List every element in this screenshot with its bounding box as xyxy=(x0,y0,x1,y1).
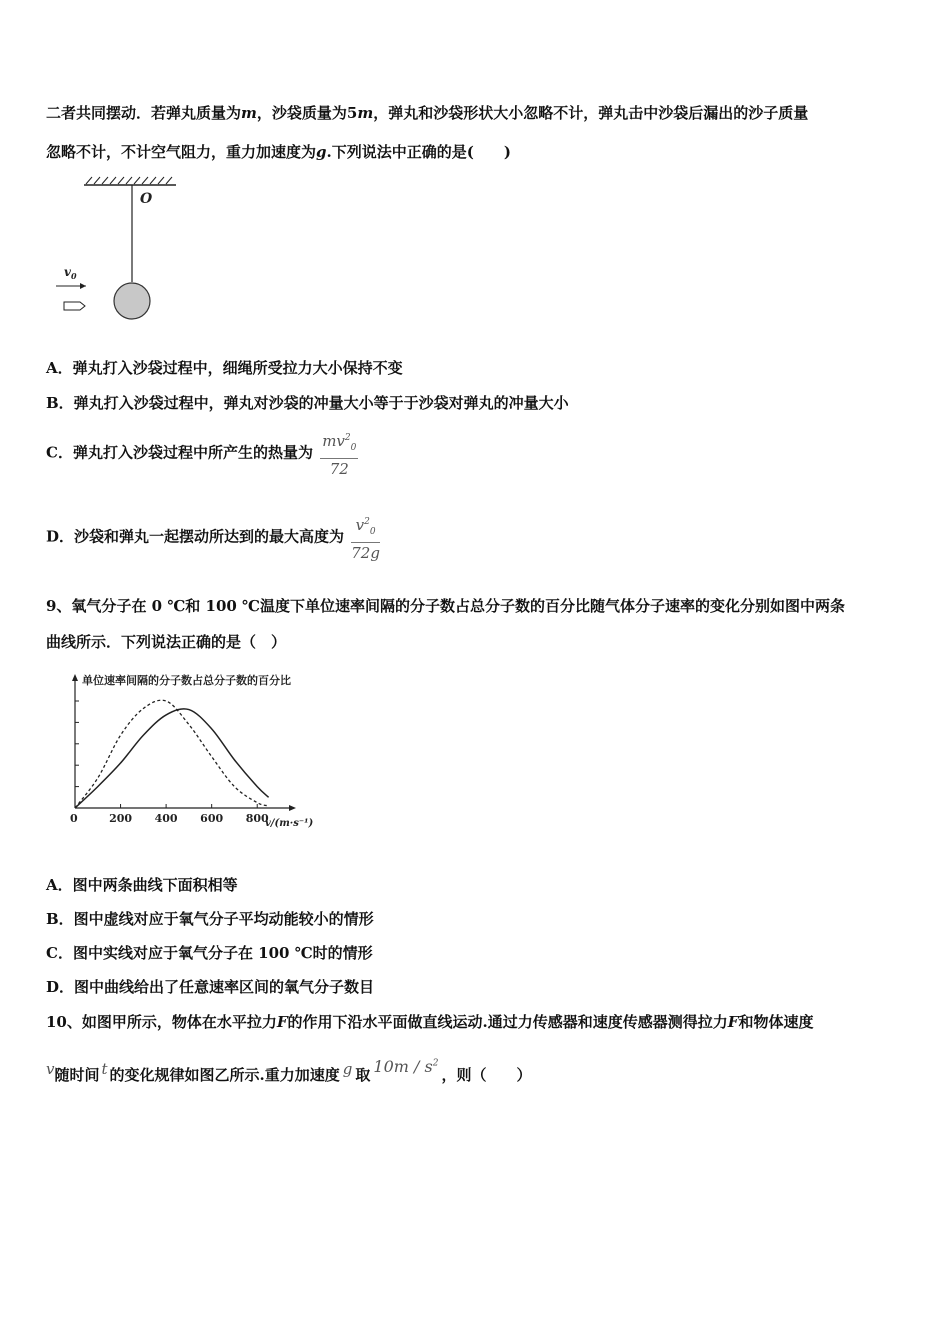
q8-stem-text: ，弹丸和沙袋形状大小忽略不计，弹丸击中沙袋后漏出的沙子质量 xyxy=(373,104,809,122)
q9-option-a: A．图中两条曲线下面积相等 xyxy=(46,876,238,894)
x-axis-arrow xyxy=(289,805,296,811)
velocity-label: $v_0$ xyxy=(64,265,77,281)
var-g: g xyxy=(342,1060,353,1078)
x-tick-label: 600 xyxy=(200,812,224,825)
pendulum-figure xyxy=(52,172,192,332)
x-tick-label: 800 xyxy=(245,812,269,825)
x-tick-label: 200 xyxy=(109,812,133,825)
pivot-label: O xyxy=(140,191,153,207)
q9-stem-line2: 曲线所示．下列说法正确的是（ ） xyxy=(46,633,287,651)
q8-stem-text: 二者共同摆动．若弹丸质量为 xyxy=(46,104,242,122)
var-F: F xyxy=(727,1013,739,1031)
chart-title: 单位速率间隔的分子数占总分子数的百分比 xyxy=(82,674,291,687)
q8-stem-line1 xyxy=(46,102,808,123)
x-tick-label: 400 xyxy=(154,812,178,825)
var-m: m xyxy=(357,104,374,122)
origin-label: 0 xyxy=(70,812,78,825)
q10-text: 的变化规律如图乙所示.重力加速度 xyxy=(109,1066,340,1084)
q8-option-d xyxy=(46,512,380,563)
accel-value: $10m / s^2$ xyxy=(373,1057,439,1076)
x-axis-label: v/(m·s⁻¹) xyxy=(265,818,314,829)
sandbag xyxy=(114,283,150,319)
q8-option-d-text: D．沙袋和弹丸一起摆动所达到的最大高度为 xyxy=(46,527,345,546)
x-ticks xyxy=(109,804,269,825)
ceiling-hatch xyxy=(86,177,172,184)
q10-stem-line2 xyxy=(46,1057,532,1085)
series xyxy=(75,700,269,808)
q10-text: 的作用下沿水平面做直线运动.通过力传感器和速度传感器测得拉力 xyxy=(287,1013,728,1031)
q9-option-b: B．图中虚线对应于氧气分子平均动能较小的情形 xyxy=(46,910,374,928)
q8-option-b: B．弹丸打入沙袋过程中，弹丸对沙袋的冲量大小等于于沙袋对弹丸的冲量大小 xyxy=(46,394,569,412)
q9-stem-line1: 9、氧气分子在 0 ℃和 100 ℃温度下单位速率间隔的分子数占总分子数的百分比随气体分子速率的变化分别如图中两条 xyxy=(46,597,846,615)
q8-option-a: A．弹丸打入沙袋过程中，细绳所受拉力大小保持不变 xyxy=(46,359,403,377)
velocity-arrowhead xyxy=(80,283,86,289)
q8-stem-text: 忽略不计，不计空气阻力，重力加速度为 xyxy=(46,143,317,161)
q10-text: ，则（ ） xyxy=(441,1066,532,1084)
q8-option-c-text: C．弹丸打入沙袋过程中所产生的热量为 xyxy=(46,443,313,462)
q10-text: 随时间 xyxy=(54,1066,100,1084)
var-v: v xyxy=(46,1060,55,1078)
solid-curve-100c xyxy=(75,709,269,808)
q10-stem-line1 xyxy=(46,1011,813,1032)
var-m: m xyxy=(241,104,257,122)
y-axis-arrow xyxy=(72,674,78,681)
q8-stem-text: .下列说法中正确的是( ) xyxy=(326,143,511,161)
q9-option-c: C．图中实线对应于氧气分子在 100 ℃时的情形 xyxy=(46,944,373,962)
q9-option-d: D．图中曲线给出了任意速率区间的氧气分子数目 xyxy=(46,978,375,996)
q8-stem-text: ，沙袋质量为5 xyxy=(256,104,358,122)
var-t: t xyxy=(101,1060,108,1078)
var-F: F xyxy=(276,1013,288,1031)
q8-stem-line2 xyxy=(46,141,511,162)
q10-text: 和物体速度 xyxy=(738,1013,814,1031)
q8-option-c xyxy=(46,428,358,479)
dashed-curve-0c xyxy=(75,700,269,808)
var-g: g xyxy=(316,143,327,161)
q10-text: 10、如图甲所示，物体在水平拉力 xyxy=(46,1013,277,1031)
bullet xyxy=(64,302,85,310)
q10-text: 取 xyxy=(355,1066,371,1084)
heat-fraction: $\frac{mv^2_0}{72}$ xyxy=(320,428,358,479)
height-fraction: $\frac{v^2_0}{72g}$ xyxy=(351,512,380,563)
speed-distribution-chart xyxy=(60,668,340,838)
